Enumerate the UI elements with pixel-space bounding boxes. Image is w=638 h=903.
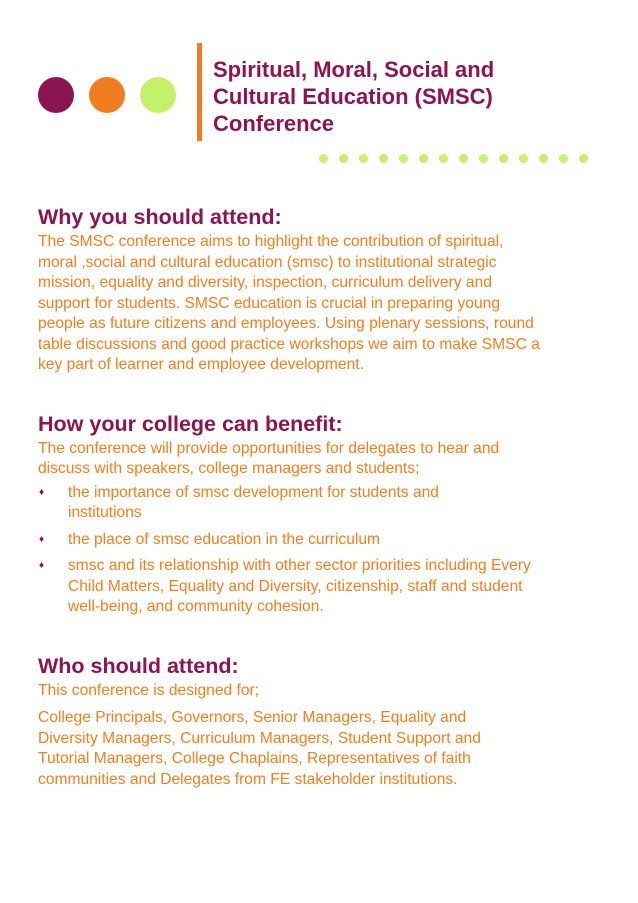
why-line: The SMSC conference aims to highlight the contribution of spiritual, xyxy=(38,233,504,250)
decorative-dot xyxy=(479,154,488,163)
title-line: Conference xyxy=(213,111,335,136)
who-line: College Principals, Governors, Senior Managers, Equality and xyxy=(38,709,467,726)
list-item-line: well-being, and community cohesion. xyxy=(68,598,324,615)
diamond-bullet-icon: ♦ xyxy=(39,486,45,498)
section-heading-how: How your college can benefit: xyxy=(38,411,343,436)
section-heading-who: Who should attend: xyxy=(38,653,239,678)
decorative-dot xyxy=(319,154,328,163)
list-item-line: smsc and its relationship with other sector priorities including Every xyxy=(68,557,531,574)
decorative-dot xyxy=(499,154,508,163)
decorative-dot xyxy=(519,154,528,163)
decorative-dot xyxy=(539,154,548,163)
header-circle-orange xyxy=(89,77,125,113)
how-intro-line: The conference will provide opportunities for delegates to hear and xyxy=(38,439,500,457)
list-item-line: Child Matters, Equality and Diversity, citizenship, staff and student xyxy=(68,577,523,595)
decorative-dot-row xyxy=(319,154,588,163)
decorative-dot xyxy=(439,154,448,163)
decorative-dot xyxy=(419,154,428,163)
header-circle-lime xyxy=(140,77,176,113)
list-item-line: the place of smsc education in the curriculum xyxy=(68,530,381,548)
header-divider-bar xyxy=(197,43,202,141)
decorative-dot xyxy=(579,154,588,163)
why-line: mission, equality and diversity, inspection, curriculum delivery and xyxy=(38,274,492,291)
diamond-bullet-icon: ♦ xyxy=(39,533,45,545)
title-line: Cultural Education (SMSC) xyxy=(213,84,493,109)
why-paragraph xyxy=(38,232,598,376)
who-line: Diversity Managers, Curriculum Managers, Student Support and xyxy=(38,729,481,747)
why-line: table discussions and good practice workshops we aim to make SMSC a xyxy=(38,335,540,353)
who-paragraph xyxy=(38,708,598,790)
who-line: communities and Delegates from FE stakeholder institutions. xyxy=(38,770,458,788)
title-line: Spiritual, Moral, Social and xyxy=(213,57,495,82)
how-intro xyxy=(38,439,598,480)
list-item xyxy=(38,556,598,618)
how-intro-line: discuss with speakers, college managers and students; xyxy=(38,460,420,477)
list-item-line: the importance of smsc development for students and xyxy=(68,483,439,501)
decorative-dot xyxy=(459,154,468,163)
main-content xyxy=(38,202,598,790)
who-intro: This conference is designed for; xyxy=(38,681,260,699)
page-title xyxy=(213,56,613,137)
why-line: moral ,social and cultural education (smsc) to institutional strategic xyxy=(38,253,497,271)
list-item xyxy=(38,530,598,551)
diamond-bullet-icon: ♦ xyxy=(39,560,45,571)
who-line: Tutorial Managers, College Chaplains, Representatives of faith xyxy=(38,750,471,767)
decorative-dot xyxy=(559,154,568,163)
decorative-dot xyxy=(399,154,408,163)
section-heading-why: Why you should attend: xyxy=(38,205,282,229)
why-line: support for students. SMSC education is crucial in preparing young xyxy=(38,294,500,312)
decorative-dot xyxy=(379,154,388,163)
why-line: people as future citizens and employees. Using plenary sessions, round xyxy=(38,315,534,332)
list-item xyxy=(38,483,598,524)
why-line: key part of learner and employee development. xyxy=(38,356,364,373)
decorative-dot xyxy=(359,154,368,163)
header-circle-maroon xyxy=(38,77,74,113)
benefit-list xyxy=(38,483,598,618)
decorative-dot xyxy=(339,154,348,163)
list-item-line: institutions xyxy=(68,504,142,521)
